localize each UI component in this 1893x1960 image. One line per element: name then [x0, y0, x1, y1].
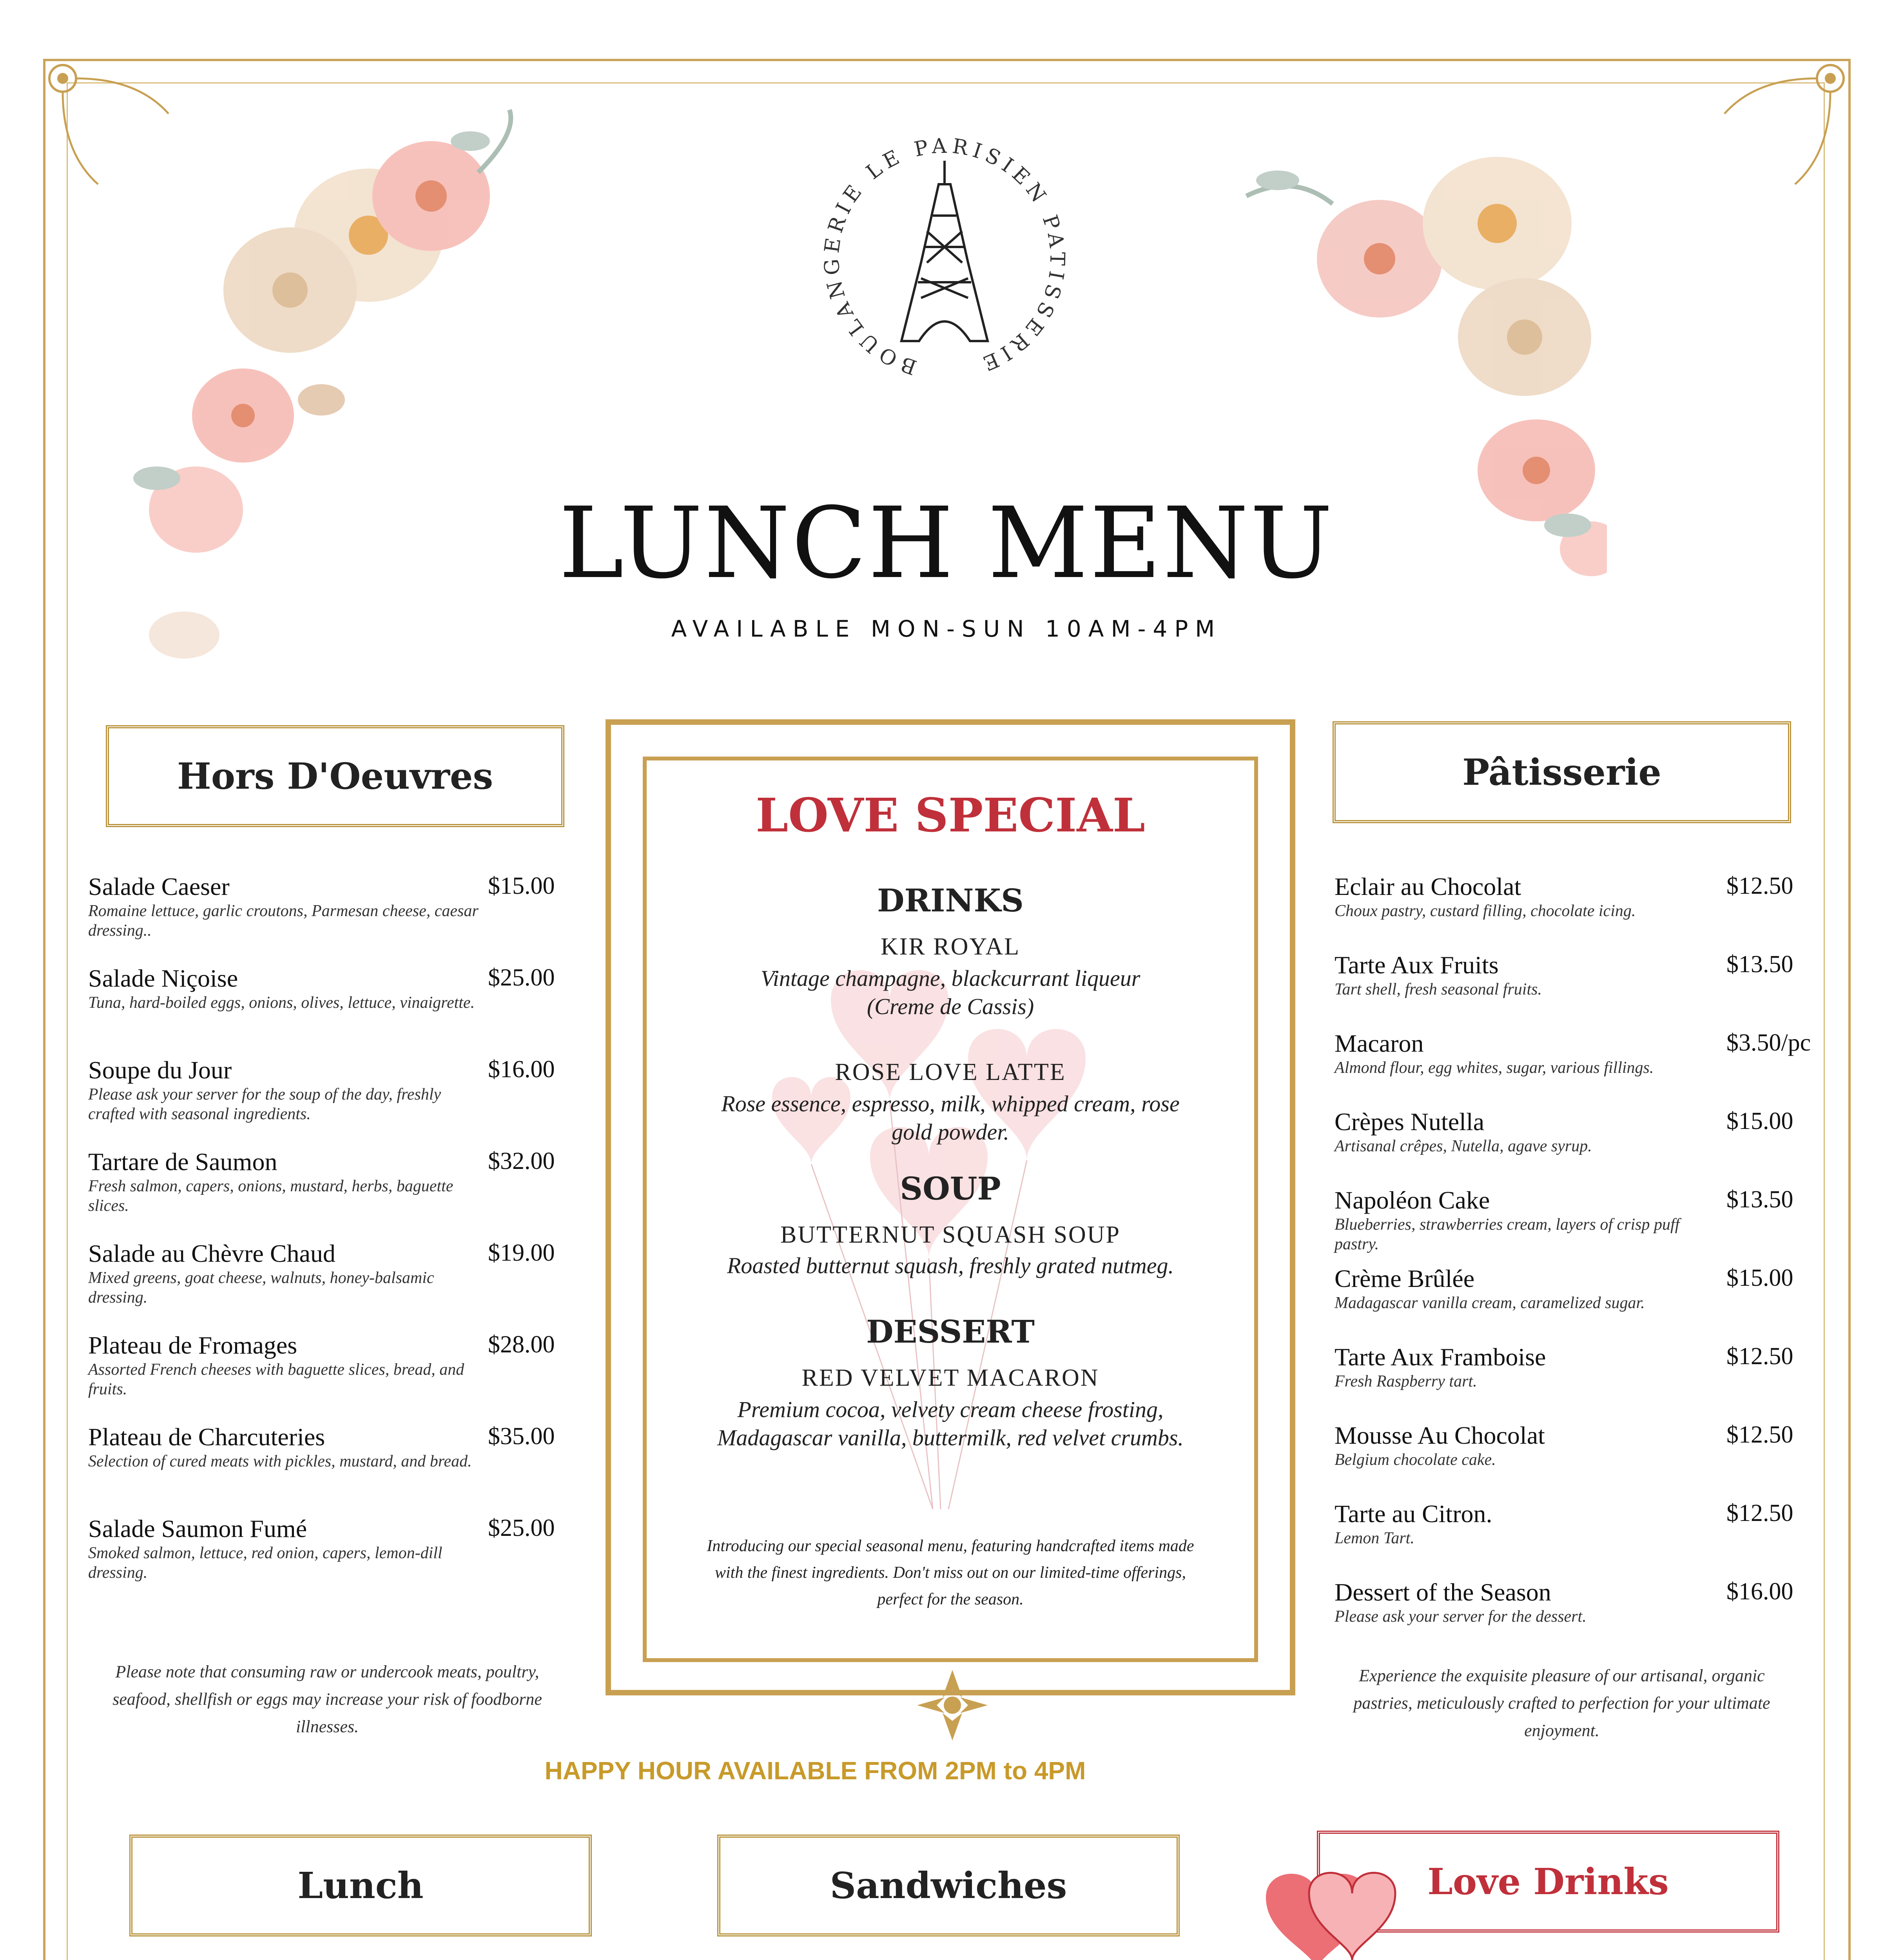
hearts-icon — [1242, 1850, 1415, 1960]
dessert-heading: DESSERT — [866, 1313, 1035, 1350]
availability-subtitle: AVAILABLE MON-SUN 10AM-4PM — [671, 615, 1222, 642]
section-title: Lunch — [297, 1864, 424, 1907]
item-price: $16.00 — [488, 1056, 555, 1083]
item-price: $13.50 — [1726, 951, 1793, 978]
item-name: Mousse Au Chocolat — [1335, 1421, 1545, 1449]
item-description: Madagascar vanilla cream, caramelized sugar. — [1335, 1294, 1645, 1312]
item-description: Tuna, hard-boiled eggs, onions, olives, lettuce, vinaigrette. — [88, 994, 475, 1012]
menu-item — [1335, 1421, 1793, 1470]
item-description: Choux pastry, custard filling, chocolate icing. — [1335, 902, 1636, 920]
menu-item — [1335, 951, 1793, 999]
menu-item — [1335, 1264, 1793, 1313]
corner-ornament-icon — [1705, 55, 1854, 204]
item-description: Mixed greens, goat cheese, walnuts, honey-balsamic dressing. — [88, 1269, 434, 1307]
drink2-desc: Rose essence, espresso, milk, whipped cream, rose gold powder. — [721, 1091, 1180, 1145]
item-description: Lemon Tart. — [1335, 1529, 1414, 1547]
item-price: $25.00 — [488, 964, 555, 991]
item-name: Salade Saumon Fumé — [88, 1515, 307, 1543]
soup-heading: SOUP — [900, 1170, 1001, 1207]
item-description: Fresh salmon, capers, onions, mustard, herbs, baguette slices. — [88, 1177, 453, 1215]
section-title: Sandwiches — [830, 1864, 1067, 1907]
menu-item — [88, 1514, 555, 1583]
item-name: Macaron — [1335, 1029, 1424, 1057]
item-description: Please ask your server for the dessert. — [1335, 1608, 1587, 1626]
item-description: Selection of cured meats with pickles, mustard, and bread. — [88, 1452, 472, 1470]
item-description: Assorted French cheeses with baguette slices, bread, and fruits. — [88, 1361, 464, 1398]
section-header-hors — [106, 725, 564, 827]
soup-desc: Roasted butternut squash, freshly grated nutmeg. — [727, 1253, 1174, 1278]
section-header-sandwiches — [717, 1835, 1180, 1936]
menu-item — [1335, 1578, 1793, 1626]
drink2-name: ROSE LOVE LATTE — [835, 1059, 1066, 1085]
menu-item — [88, 964, 555, 1013]
dessert-name: RED VELVET MACARON — [801, 1365, 1099, 1391]
menu-item — [88, 1331, 555, 1399]
item-price: $28.00 — [488, 1331, 555, 1358]
page-title: LUNCH MENU — [558, 486, 1335, 600]
section-title: Hors D'Oeuvres — [177, 755, 493, 797]
section-header-patisserie — [1333, 721, 1791, 823]
item-price: $35.00 — [488, 1423, 555, 1450]
item-name: Salade Niçoise — [88, 964, 238, 992]
item-name: Plateau de Charcuteries — [88, 1423, 325, 1451]
dessert-desc: Premium cocoa, velvety cream cheese frosting, Madagascar vanilla, buttermilk, red velvet crumbs. — [717, 1397, 1184, 1450]
item-description: Belgium chocolate cake. — [1335, 1451, 1496, 1469]
item-name: Soupe du Jour — [88, 1056, 232, 1084]
allergy-note: Please note that consuming raw or undercook meats, poultry, seafood, shellfish or eggs may increase your risk of foodborne illnesses. — [112, 1662, 542, 1736]
item-price: $13.50 — [1726, 1186, 1793, 1213]
drinks-heading: DRINKS — [877, 882, 1024, 919]
item-name: Eclair au Chocolat — [1335, 873, 1521, 900]
item-name: Plateau de Fromages — [88, 1331, 297, 1359]
happy-hour-banner: HAPPY HOUR AVAILABLE FROM 2PM to 4PM — [544, 1757, 1086, 1785]
menu-item — [1335, 1499, 1793, 1548]
item-name: Tarte au Citron. — [1335, 1500, 1492, 1528]
bakery-logo — [815, 129, 1074, 388]
item-name: Salade au Chèvre Chaud — [88, 1240, 335, 1267]
menu-item — [88, 1239, 555, 1307]
special-intro: Introducing our special seasonal menu, featuring handcrafted items made with the finest ingredients. Don't miss out on our limited-time offerings, perfect for the season. — [707, 1537, 1194, 1608]
item-price: $32.00 — [488, 1148, 555, 1174]
item-name: Crèpes Nutella — [1335, 1108, 1485, 1136]
item-name: Tarte Aux Fruits — [1335, 951, 1499, 979]
item-description: Fresh Raspberry tart. — [1335, 1372, 1477, 1390]
item-description: Blueberries, strawberries cream, layers of crisp puff pastry. — [1335, 1216, 1680, 1253]
item-name: Napoléon Cake — [1335, 1186, 1490, 1214]
soup-name: BUTTERNUT SQUASH SOUP — [780, 1221, 1121, 1248]
item-price: $16.00 — [1726, 1578, 1793, 1605]
item-price: $19.00 — [488, 1240, 555, 1266]
item-description: Artisanal crêpes, Nutella, agave syrup. — [1335, 1137, 1592, 1155]
item-name: Tartare de Saumon — [88, 1148, 277, 1176]
item-price: $3.50/pc — [1726, 1029, 1811, 1056]
floral-left-icon — [125, 94, 517, 698]
section-title: Pâtisserie — [1462, 751, 1661, 793]
menu-item — [1335, 1343, 1793, 1391]
item-description: Tart shell, fresh seasonal fruits. — [1335, 980, 1542, 998]
item-price: $12.50 — [1726, 1421, 1793, 1448]
menu-item — [1335, 1029, 1811, 1078]
item-price: $15.00 — [1726, 1265, 1793, 1291]
section-title: Love Drinks — [1427, 1860, 1669, 1903]
item-price: $12.50 — [1726, 873, 1793, 899]
item-description: Please ask your server for the soup of the day, freshly crafted with seasonal ingredients. — [88, 1085, 441, 1123]
menu-item — [88, 1056, 555, 1124]
menu-item — [88, 1147, 555, 1216]
item-price: $25.00 — [488, 1515, 555, 1541]
item-name: Crème Brûlée — [1335, 1265, 1475, 1292]
item-name: Tarte Aux Framboise — [1335, 1343, 1546, 1371]
section-header-lunch — [129, 1835, 592, 1936]
special-title: LOVE SPECIAL — [756, 788, 1145, 842]
menu-item — [88, 872, 555, 940]
item-price: $15.00 — [1726, 1108, 1793, 1134]
eiffel-tower-icon — [815, 129, 1074, 388]
item-description: Romaine lettuce, garlic croutons, Parmesan cheese, caesar dressing.. — [88, 902, 479, 940]
fleur-ornament-icon — [913, 1666, 992, 1744]
menu-item — [1335, 1107, 1793, 1156]
item-price: $12.50 — [1726, 1343, 1793, 1370]
item-price: $12.50 — [1726, 1500, 1793, 1526]
item-price: $15.00 — [488, 873, 555, 899]
item-name: Salade Caeser — [88, 873, 230, 900]
menu-item — [1335, 872, 1793, 921]
svg-text:BOULANGERIE LE PARISIEN PATISS: BOULANGERIE LE PARISIEN PATISSERIE — [820, 134, 1069, 379]
drink1-desc: Vintage champagne, blackcurrant liqueur (Creme de Cassis) — [760, 965, 1141, 1019]
item-description: Smoked salmon, lettuce, red onion, capers, lemon-dill dressing. — [88, 1544, 442, 1582]
patisserie-note: Experience the exquisite pleasure of our artisanal, organic pastries, meticulously crafted to perfection for your ultimate enjoyment. — [1353, 1666, 1770, 1740]
menu-item — [88, 1423, 555, 1471]
drink1-name: KIR ROYAL — [881, 933, 1020, 960]
item-name: Dessert of the Season — [1335, 1578, 1551, 1606]
item-description: Almond flour, egg whites, sugar, various fillings. — [1335, 1059, 1654, 1077]
menu-item — [1335, 1186, 1793, 1254]
